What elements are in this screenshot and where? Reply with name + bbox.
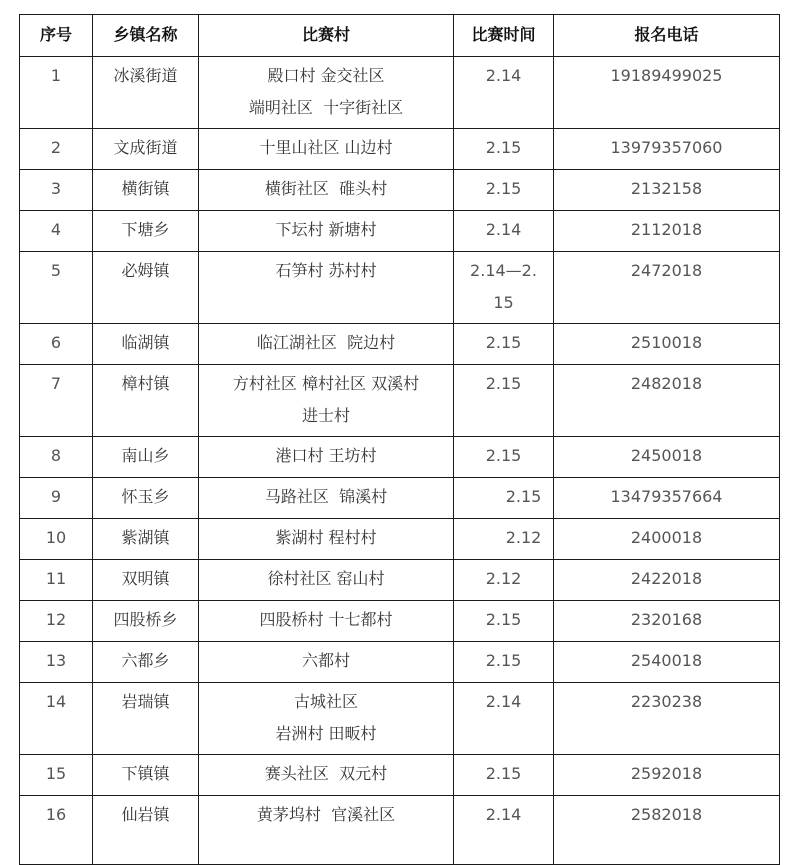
cell-time bbox=[454, 170, 554, 211]
time-line: 2.14 bbox=[485, 220, 522, 239]
table-row bbox=[20, 437, 780, 478]
table-row bbox=[20, 365, 780, 437]
cell-time bbox=[454, 796, 554, 865]
cell-no: 15 bbox=[20, 755, 93, 796]
table-row bbox=[20, 796, 780, 865]
cell-town: 怀玉乡 bbox=[93, 478, 199, 519]
schedule-table bbox=[19, 14, 780, 865]
cell-town: 必姆镇 bbox=[93, 252, 199, 324]
cell-villages bbox=[199, 560, 454, 601]
cell-no: 5 bbox=[20, 252, 93, 324]
table-row bbox=[20, 683, 780, 755]
cell-town: 南山乡 bbox=[93, 437, 199, 478]
village-line: 黄茅坞村 官溪社区 bbox=[256, 805, 396, 824]
cell-phone: 2230238 bbox=[554, 683, 780, 755]
cell-no: 4 bbox=[20, 211, 93, 252]
cell-time bbox=[454, 560, 554, 601]
cell-time bbox=[454, 755, 554, 796]
table-row bbox=[20, 560, 780, 601]
cell-time bbox=[454, 437, 554, 478]
time-line: 2.14 bbox=[485, 805, 522, 824]
village-line: 下坛村 新塘村 bbox=[275, 220, 377, 239]
time-line: 2.15 bbox=[485, 179, 522, 198]
table-row bbox=[20, 252, 780, 324]
table-row bbox=[20, 129, 780, 170]
cell-phone: 2472018 bbox=[554, 252, 780, 324]
cell-town: 文成街道 bbox=[93, 129, 199, 170]
cell-time bbox=[454, 211, 554, 252]
cell-villages bbox=[199, 252, 454, 324]
village-line: 港口村 王坊村 bbox=[275, 446, 377, 465]
cell-no: 13 bbox=[20, 642, 93, 683]
cell-phone: 2400018 bbox=[554, 519, 780, 560]
time-line: 2.14 bbox=[485, 66, 522, 85]
cell-villages bbox=[199, 478, 454, 519]
time-line: 2.12 bbox=[505, 528, 542, 547]
cell-phone: 2422018 bbox=[554, 560, 780, 601]
cell-no: 11 bbox=[20, 560, 93, 601]
header-phone: 报名电话 bbox=[554, 15, 780, 57]
cell-villages bbox=[199, 796, 454, 865]
cell-villages bbox=[199, 437, 454, 478]
cell-town: 下塘乡 bbox=[93, 211, 199, 252]
time-line: 2.14 bbox=[485, 692, 522, 711]
cell-no: 12 bbox=[20, 601, 93, 642]
table-row bbox=[20, 755, 780, 796]
village-line: 横街社区 碓头村 bbox=[264, 179, 388, 198]
time-line: 2.12 bbox=[485, 569, 522, 588]
time-line: 2.15 bbox=[485, 333, 522, 352]
cell-town: 仙岩镇 bbox=[93, 796, 199, 865]
cell-time bbox=[454, 642, 554, 683]
cell-phone: 2450018 bbox=[554, 437, 780, 478]
table-row bbox=[20, 170, 780, 211]
village-line: 赛头社区 双元村 bbox=[264, 764, 388, 783]
table-row bbox=[20, 642, 780, 683]
header-town: 乡镇名称 bbox=[93, 15, 199, 57]
cell-no: 3 bbox=[20, 170, 93, 211]
cell-no: 8 bbox=[20, 437, 93, 478]
cell-town: 紫湖镇 bbox=[93, 519, 199, 560]
cell-phone: 2510018 bbox=[554, 324, 780, 365]
cell-villages bbox=[199, 683, 454, 755]
time-line: 2.15 bbox=[485, 446, 522, 465]
village-line: 马路社区 锦溪村 bbox=[264, 487, 388, 506]
cell-phone: 2582018 bbox=[554, 796, 780, 865]
cell-time bbox=[454, 324, 554, 365]
cell-phone: 2540018 bbox=[554, 642, 780, 683]
village-line: 方村社区 樟村社区 双溪村 bbox=[232, 374, 420, 393]
cell-time bbox=[454, 252, 554, 324]
cell-time bbox=[454, 478, 554, 519]
table-row bbox=[20, 478, 780, 519]
header-no: 序号 bbox=[20, 15, 93, 57]
cell-no: 6 bbox=[20, 324, 93, 365]
table-row bbox=[20, 324, 780, 365]
time-line: 2.15 bbox=[485, 651, 522, 670]
cell-time bbox=[454, 601, 554, 642]
cell-villages bbox=[199, 324, 454, 365]
cell-no: 16 bbox=[20, 796, 93, 865]
village-line: 端明社区 十字街社区 bbox=[248, 98, 404, 117]
village-line: 古城社区 bbox=[293, 692, 358, 711]
cell-time bbox=[454, 683, 554, 755]
header-row bbox=[20, 15, 780, 57]
header-time: 比赛时间 bbox=[454, 15, 554, 57]
cell-villages bbox=[199, 755, 454, 796]
cell-phone: 19189499025 bbox=[554, 57, 780, 129]
cell-phone: 13479357664 bbox=[554, 478, 780, 519]
cell-villages bbox=[199, 601, 454, 642]
cell-time bbox=[454, 129, 554, 170]
cell-villages bbox=[199, 519, 454, 560]
time-line: 2.14—2. bbox=[470, 261, 537, 280]
time-line: 2.15 bbox=[485, 610, 522, 629]
time-line: 2.15 bbox=[485, 764, 522, 783]
cell-no: 7 bbox=[20, 365, 93, 437]
cell-town: 下镇镇 bbox=[93, 755, 199, 796]
cell-phone: 13979357060 bbox=[554, 129, 780, 170]
cell-villages bbox=[199, 642, 454, 683]
cell-phone: 2320168 bbox=[554, 601, 780, 642]
village-line: 徐村社区 窑山村 bbox=[267, 569, 385, 588]
time-line: 15 bbox=[493, 293, 514, 312]
cell-town: 临湖镇 bbox=[93, 324, 199, 365]
cell-villages bbox=[199, 129, 454, 170]
cell-no: 14 bbox=[20, 683, 93, 755]
village-line: 四股桥村 十七都村 bbox=[259, 610, 393, 629]
cell-no: 2 bbox=[20, 129, 93, 170]
village-line: 六都村 bbox=[301, 651, 350, 670]
cell-phone: 2132158 bbox=[554, 170, 780, 211]
table-row bbox=[20, 57, 780, 129]
village-line: 紫湖村 程村村 bbox=[275, 528, 377, 547]
cell-town: 六都乡 bbox=[93, 642, 199, 683]
cell-town: 冰溪街道 bbox=[93, 57, 199, 129]
cell-town: 樟村镇 bbox=[93, 365, 199, 437]
village-line: 岩洲村 田畈村 bbox=[275, 724, 377, 743]
cell-time bbox=[454, 519, 554, 560]
village-line: 进士村 bbox=[301, 406, 350, 425]
time-line: 2.15 bbox=[485, 138, 522, 157]
cell-no: 9 bbox=[20, 478, 93, 519]
cell-no: 10 bbox=[20, 519, 93, 560]
table-body bbox=[20, 57, 780, 865]
cell-villages bbox=[199, 211, 454, 252]
cell-villages bbox=[199, 365, 454, 437]
cell-town: 岩瑞镇 bbox=[93, 683, 199, 755]
cell-time bbox=[454, 57, 554, 129]
cell-villages bbox=[199, 57, 454, 129]
cell-time bbox=[454, 365, 554, 437]
cell-no: 1 bbox=[20, 57, 93, 129]
cell-villages bbox=[199, 170, 454, 211]
cell-phone: 2592018 bbox=[554, 755, 780, 796]
time-line: 2.15 bbox=[505, 487, 542, 506]
header-villages: 比赛村 bbox=[199, 15, 454, 57]
time-line: 2.15 bbox=[485, 374, 522, 393]
village-line: 殿口村 金交社区 bbox=[267, 66, 385, 85]
table-row bbox=[20, 601, 780, 642]
village-line: 石笋村 苏村村 bbox=[275, 261, 377, 280]
cell-phone: 2112018 bbox=[554, 211, 780, 252]
cell-town: 双明镇 bbox=[93, 560, 199, 601]
table-row bbox=[20, 211, 780, 252]
village-line: 十里山社区 山边村 bbox=[259, 138, 393, 157]
table-row bbox=[20, 519, 780, 560]
cell-phone: 2482018 bbox=[554, 365, 780, 437]
cell-town: 四股桥乡 bbox=[93, 601, 199, 642]
cell-town: 横街镇 bbox=[93, 170, 199, 211]
village-line: 临江湖社区 院边村 bbox=[256, 333, 396, 352]
